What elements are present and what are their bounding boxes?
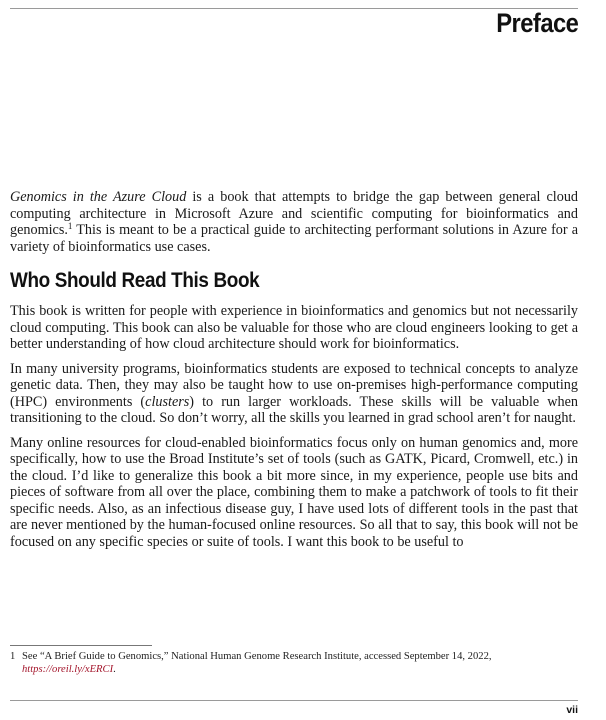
chapter-title: Preface xyxy=(495,8,578,38)
paragraph-university-part2: ) to run larger workloads. These skills will be valuable when transitioning to the cloud. So don’t worry, all the skills you learned in grad school aren’t for naught. xyxy=(10,393,578,426)
section-heading: Who Should Read This Book xyxy=(10,269,260,292)
footnote-text: See “A Brief Guide to Genomics,” National Human Genome Research Institute, accessed September 14, 2022, xyxy=(22,651,492,662)
paragraph-audience: This book is written for people with experience in bioinformatics and genomics but not necessarily cloud computing. This book can also be valuable for those who are cloud engineers looking to get a better understanding of how cloud architecture should work for bioinformatics. xyxy=(10,303,578,352)
paragraph-university-part1: In many university programs, bioinformatics students are exposed to technical concepts to analyze genetic data. Then, they may also be taught how to use on-premises high-performance computing (HPC) environments ( xyxy=(10,360,578,410)
header-rule xyxy=(10,8,578,9)
paragraph-resources: Many online resources for cloud-enabled bioinformatics focus only on human genomics and, more specifically, how to use the Broad Institute’s set of tools (such as GATK, Picard, Cromwell, etc.) in the cloud. I’d like to generalize this book a bit more since, in my experience, people use bits and pieces of software from all over the place, combining them to make a patchwork of tools to fit their specific needs. Also, as an infectious disease guy, I have used lots of different tools in the past that are never mentioned by the human-focused online resources. So all that to say, this book will not be focused on any specific species or suite of tools. I want this book to be useful to xyxy=(10,434,578,550)
section-body xyxy=(10,303,578,558)
intro-text xyxy=(10,189,578,255)
footnote-rule xyxy=(10,645,152,646)
clusters-term: clusters xyxy=(145,393,190,410)
footer-rule xyxy=(10,700,578,701)
footnote xyxy=(10,650,580,676)
footnote-reference[interactable]: 1 xyxy=(67,221,73,231)
footnote-number: 1 xyxy=(10,651,16,662)
footnote-link[interactable]: https://oreil.ly/xERCI xyxy=(22,664,114,675)
book-title: Genomics in the Azure Cloud xyxy=(10,189,187,205)
page-number: vii xyxy=(566,704,578,716)
intro-text-part2: This is meant to be a practical guide to architecting performant solutions in Azure for a variety of bioinformatics use cases. xyxy=(10,222,578,255)
intro-paragraph xyxy=(10,189,578,263)
footnote-trailing: . xyxy=(113,664,116,675)
paragraph-university xyxy=(10,361,578,427)
intro-text-part1: is a book that attempts to bridge the gap between general cloud computing architecture in Microsoft Azure and scientific computing for bioinformatics and genomics. xyxy=(10,189,579,238)
